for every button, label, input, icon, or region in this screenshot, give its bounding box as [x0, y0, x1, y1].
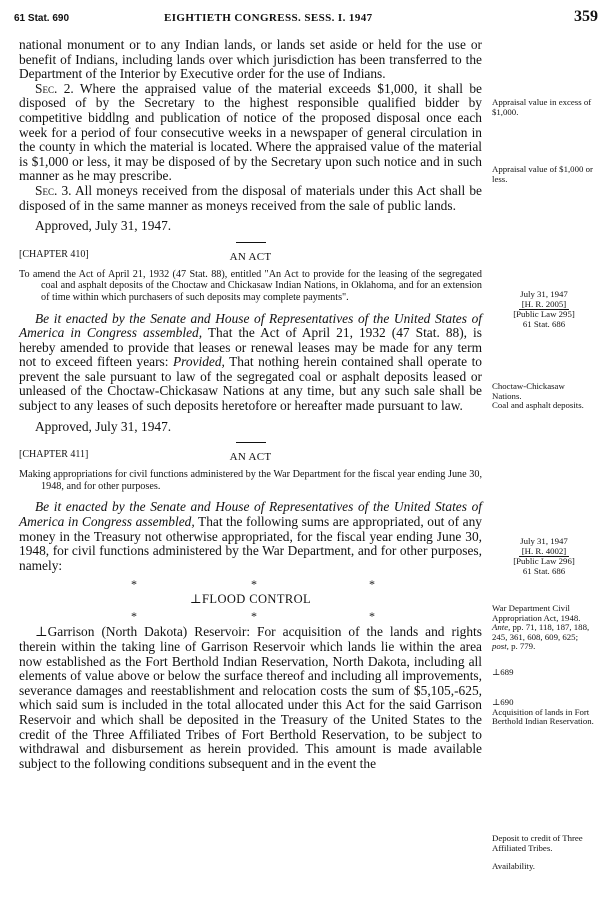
provided-clause: Provided,: [172, 354, 225, 370]
chapter-410-heading: [19, 247, 482, 261]
sidenote-availability: Availability.: [492, 861, 535, 871]
bill-410: [H. R. 2005]: [519, 300, 569, 311]
statute-citation: 61 Stat. 690: [14, 13, 70, 24]
section-2-paragraph: [19, 82, 482, 184]
sidenote-fort-berthold: ⊥690 Acquisition of lands in Fort Berthold Indian Reservation.: [492, 697, 594, 727]
congress-session-title: EIGHTIETH CONGRESS. SESS. I. 1947: [164, 12, 373, 24]
section-2-text: Where the appraised value of the material exceeds $1,000, it shall be disposed of by the Secretary to the highest responsible qualified bidder by competitive biddlng and publication of notice of the proposed disposal once each week for a period of four consecutive weeks in a newspaper of general circulation in the county in which the material is located. Where the appraised value of the material is $1,000 or less, it may be disposed of by the Secretary upon such notice and in such manner as he may prescribe.: [19, 80, 482, 184]
star: *: [369, 609, 375, 624]
approval-date-1: Approved, July 31, 1947.: [35, 218, 172, 234]
stat-411: 61 Stat. 686: [522, 565, 566, 576]
approval-date-2: Approved, July 31, 1947.: [35, 418, 172, 434]
public-law-410: [Public Law 295]: [513, 309, 575, 320]
sidenote-choctaw: Choctaw-Chickasaw Nations. Coal and asphalt deposits.: [492, 381, 584, 411]
bill-411: [H. R. 4002]: [519, 547, 569, 558]
section-divider: [236, 442, 266, 443]
star: *: [369, 577, 375, 592]
section-3-label: Sec. 3.: [35, 182, 72, 198]
enacting-clause-411: Be it enacted by the Senate and House of Representatives of the United States of America in Congress assembled,: [19, 499, 482, 530]
chapter-411-description: Making appropriations for civil functions administered by the War Department for the fiscal year ending June 30, 1948, and for other purposes.: [19, 469, 482, 492]
paragraph-continued: national monument or to any Indian lands, or lands set aside or held for the use or benefit of Indians, including lands over which jurisdiction has been transferred to the Department of the Interior by Executive order for the use of Indians.: [19, 37, 482, 82]
ellipsis-stars: [19, 577, 482, 592]
sidenote-war-dept: War Department Civil Appropriation Act, 1948. Ante, pp. 71, 118, 187, 188, 245, 361, 608, 609, 625; post, p. 779.: [492, 603, 590, 652]
chapter-410-text-b: That nothing herein contained shall operate to prevent the sale pursuant to law of the segregated coal or asphalt deposits leased or unleased of the Choctaw-Chickasaw Nations at any time, but any such sale shall be subject to any leases of such deposits heretofore or hereafter made pursuant to law.: [19, 354, 483, 414]
star: *: [131, 609, 137, 624]
chapter-410-text-a: That the Act of April 21, 1932 (47 Stat. 88), is hereby amended to provide that leases or renewal leases may be made for any term not to exceed fifteen years:: [19, 325, 482, 370]
enacting-clause-410: Be it enacted by the Senate and House of Representatives of the United States of America in Congress assembled,: [19, 310, 482, 341]
chapter-410-title: AN ACT: [229, 250, 272, 263]
running-header: [14, 8, 598, 30]
star: *: [131, 577, 137, 592]
garrison-reservoir-paragraph: ⊥Garrison (North Dakota) Reservoir: For acquisition of the lands and rights therein within the taking line of Garrison Reservoir which lands lie within the area now established as the Fort Berthold Indian Reservation, North Dakota, including all elements of value above or below the surface thereof and including all improvements, severance damages and reestablishment and relocation costs the sum of $5,105,-625, which said sum is included in the total allocated under this Act for the said Garrison Reservoir and which shall be deposited in the Treasury of the United States to the credit of the Three Affiliated Tribes of Fort Berthold Reservation, to be subject to withdrawal and disbursement as herein provided. This amount is made available subject to the following conditions subsequent and in the event the: [19, 624, 482, 771]
stat-410: 61 Stat. 686: [522, 318, 566, 329]
page-number: 359: [574, 8, 598, 25]
chapter-411-label: [CHAPTER 411]: [19, 449, 89, 461]
sidenote-deposit: Deposit to credit of Three Affiliated Tribes.: [492, 833, 583, 853]
sidenote-appraisal-less: Appraisal value of $1,000 or less.: [492, 164, 593, 184]
section-divider: [236, 242, 266, 243]
star: *: [251, 577, 257, 592]
chapter-411-enactment: [19, 500, 482, 573]
chapter-410-description: To amend the Act of April 21, 1932 (47 Stat. 88), entitled "An Act to provide for the leasing of the segregated coal and asphalt deposits of the Choctaw and Chickasaw Indian Nations, in Oklahoma, and for an extension of time within which purchasers of such deposits may complete payments".: [19, 268, 482, 303]
date-411: July 31, 1947: [520, 536, 568, 546]
public-law-411: [Public Law 296]: [513, 556, 575, 567]
sidenote-ch411-date: [492, 537, 596, 576]
chapter-410-enactment: [19, 312, 482, 414]
flood-control-heading: ⊥FLOOD CONTROL: [189, 592, 312, 607]
main-column: [19, 38, 482, 771]
section-2-label: Sec. 2.: [35, 80, 74, 96]
section-3-text: All moneys received from the disposal of materials under this Act shall be disposed of in the same manner as moneys received from the sale of public lands.: [19, 182, 483, 213]
chapter-410-label: [CHAPTER 410]: [19, 248, 89, 260]
date-410: July 31, 1947: [520, 289, 568, 299]
star: *: [251, 609, 257, 624]
sidenote-ch410-date: [492, 290, 596, 329]
chapter-411-text: That the following sums are appropriated, out of any money in the Treasury not otherwise appropriated, for the fiscal year ending June 30, 1948, for civil functions administered by the War Department, and for other purposes, namely:: [19, 514, 482, 573]
sidenote-page-689: ⊥689: [492, 667, 514, 677]
section-3-paragraph: [19, 184, 482, 213]
ellipsis-stars: [19, 609, 482, 624]
sidenote-appraisal-excess: Appraisal value in excess of $1,000.: [492, 97, 592, 117]
chapter-411-title: AN ACT: [229, 451, 272, 464]
chapter-411-heading: [19, 447, 482, 464]
